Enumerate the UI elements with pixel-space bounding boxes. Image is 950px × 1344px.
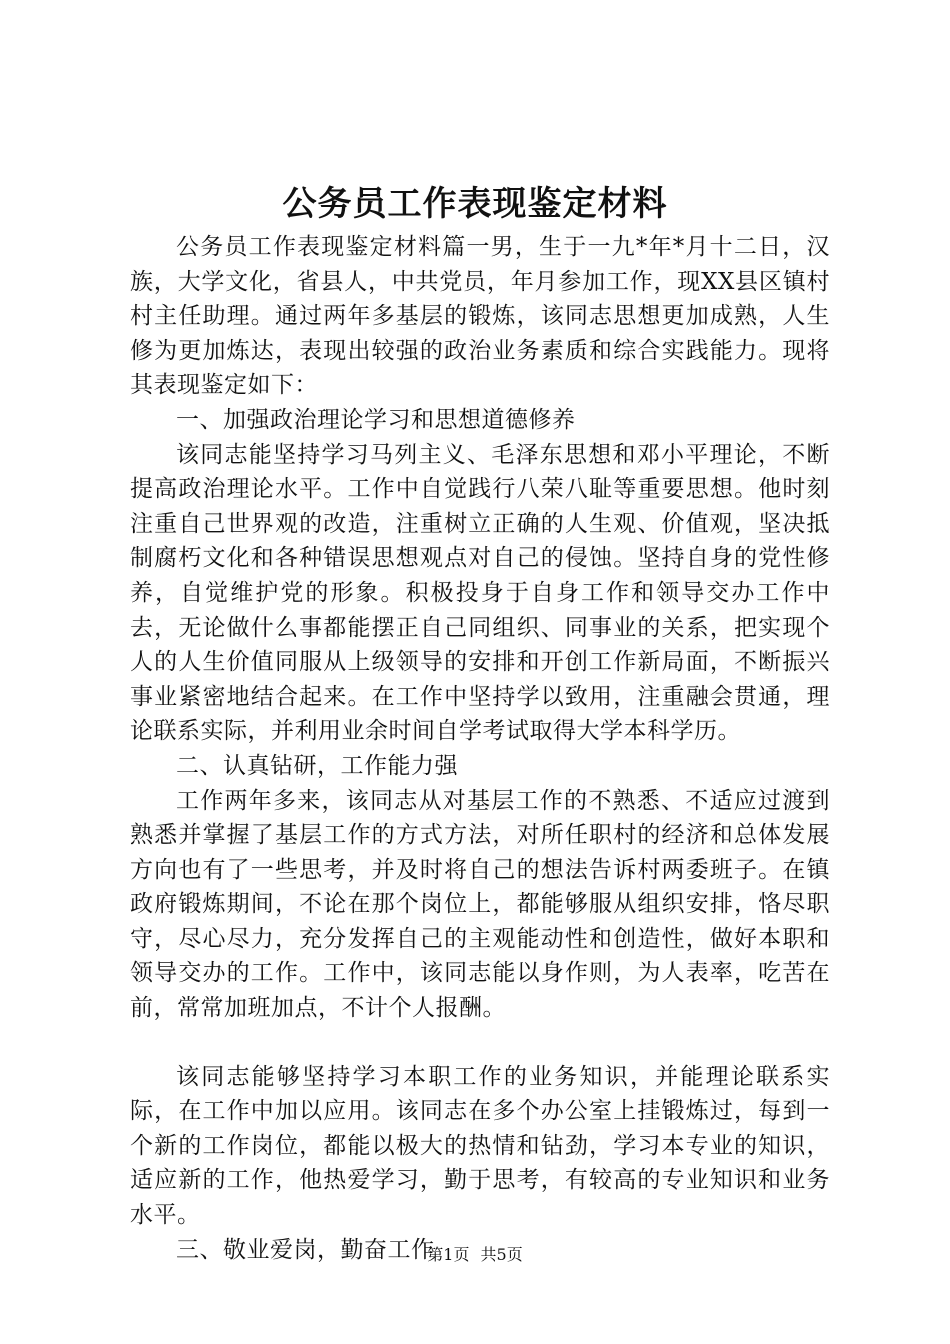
page-number: 第1页 (427, 1245, 470, 1264)
paragraph-section-1: 该同志能坚持学习马列主义、毛泽东思想和邓小平理论，不断提高政治理论水平。工作中自觉践行八荣八耻等重要思想。他时刻注重自己世界观的改造，注重树立正确的人生观、价值观，坚决抵制腐朽文化和各种错误思想观点对自己的侵蚀。坚持自身的党性修养，自觉维护党的形象。积极投身于自身工作和领导交办工作中去，无论做什么事都能摆正自己同组织、同事业的关系，把实现个人的人生价值同服从上级领导的安排和开创工作新局面，不断振兴事业紧密地结合起来。在工作中坚持学以致用，注重融会贯通，理论联系实际，并利用业余时间自学考试取得大学本科学历。 (130, 441, 830, 745)
page-total: 共5页 (480, 1245, 523, 1264)
document-title: 公务员工作表现鉴定材料 (282, 184, 668, 224)
page-footer (0, 1244, 950, 1266)
paragraph-section-2b: 该同志能够坚持学习本职工作的业务知识，并能理论联系实际，在工作中加以应用。该同志在多个办公室上挂锻炼过，每到一个新的工作岗位，都能以极大的热情和钻劲，学习本专业的知识，适应新的工作，他热爱学习，勤于思考，有较高的专业知识和业务水平。 (130, 1063, 830, 1229)
document-body (130, 230, 830, 1267)
section-heading-3: 三、敬业爱岗，勤奋工作 (176, 1236, 435, 1263)
section-heading-2: 二、认真钻研，工作能力强 (176, 752, 458, 779)
section-heading-1: 一、加强政治理论学习和思想道德修养 (176, 406, 576, 433)
paragraph-section-2a: 工作两年多来，该同志从对基层工作的不熟悉、不适应过渡到熟悉并掌握了基层工作的方式方法，对所任职村的经济和总体发展方向也有了一些思考，并及时将自己的想法告诉村两委班子。在镇政府锻炼期间，不论在那个岗位上，都能够服从组织安排，恪尽职守，尽心尽力，充分发挥自己的主观能动性和创造性，做好本职和领导交办的工作。工作中，该同志能以身作则，为人表率，吃苦在前，常常加班加点，不计个人报酬。 (130, 787, 830, 1022)
paragraph-intro: 公务员工作表现鉴定材料篇一男，生于一九*年*月十二日，汉族，大学文化，省县人，中共党员，年月参加工作，现XX县区镇村村主任助理。通过两年多基层的锻炼，该同志思想更加成熟，人生修为更加炼达，表现出较强的政治业务素质和综合实践能力。现将其表现鉴定如下： (130, 234, 830, 399)
paragraph-gap (130, 1026, 830, 1060)
